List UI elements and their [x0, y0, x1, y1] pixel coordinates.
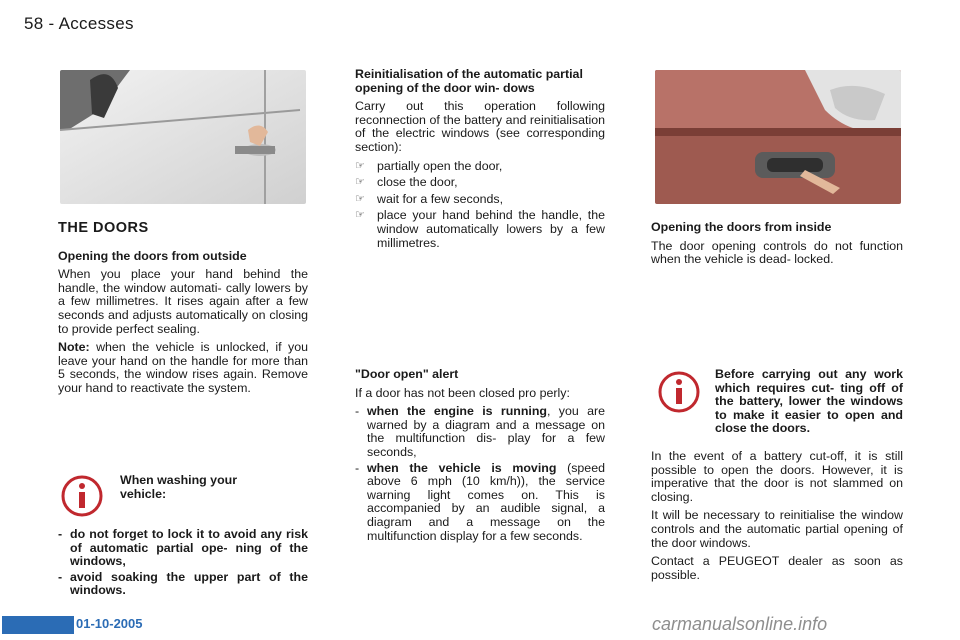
footer-date: 01-10-2005 — [76, 616, 143, 631]
reinit-step-text: place your hand behind the handle, the window automatically lowers by a few millimetres. — [377, 208, 605, 250]
alert-intro: If a door has not been closed pro perly: — [355, 385, 570, 400]
alert-item: - when the engine is running, you are warned by a diagram and a message on the multifunction dis- play for a few seconds, — [355, 404, 605, 459]
right-column — [651, 221, 903, 272]
outside-opening-text: When you place your hand behind the handle, the window automati- cally lowers by a few millimetres. It rises again after a few seconds and adjusts automatically on closing to provide perfect sealing. — [58, 267, 308, 336]
inside-opening-text: The door opening controls do not function when the vehicle is dead- locked. — [651, 238, 903, 267]
reinit-step-text: wait for a few seconds, — [377, 191, 504, 206]
doors-heading: THE DOORS — [58, 220, 149, 236]
infotec-logo — [2, 616, 74, 634]
door-open-alert — [355, 368, 605, 545]
left-column — [58, 222, 308, 401]
pointer-icon: ☞ — [355, 192, 365, 205]
washing-item: - do not forget to lock it to avoid any risk of automatic partial ope- ning of the windows, — [58, 527, 308, 569]
page-header — [24, 14, 134, 34]
washing-item-text: do not forget to lock it to avoid any risk of automatic partial ope- ning of the windows, — [70, 527, 308, 569]
alert-item-bold: when the engine is running — [367, 404, 547, 419]
alert-title: "Door open" alert — [355, 367, 459, 381]
reinit-step-text: partially open the door, — [377, 158, 503, 173]
pointer-icon: ☞ — [355, 209, 365, 222]
battery-para: Contact a PEUGEOT dealer as soon as possible. — [651, 554, 903, 582]
pointer-icon: ☞ — [355, 176, 365, 189]
battery-para: It will be necessary to reinitialise the window controls and the automatic partial opening of the door windows. — [651, 508, 903, 550]
reinit-step-text: close the door, — [377, 175, 458, 190]
pointer-icon: ☞ — [355, 159, 365, 172]
washing-item: - avoid soaking the upper part of the windows. — [58, 569, 308, 598]
middle-column — [355, 68, 605, 253]
note-text: when the vehicle is unlocked, if you leave your hand on the handle for more than 5 seconds, the window rises again. Remove your hand to reactivate the system. — [58, 340, 308, 395]
reinit-step — [355, 209, 605, 250]
reinit-step — [355, 160, 605, 174]
inside-door-handle-photo — [655, 70, 901, 204]
alert-item-text: , you are warned by a diagram and a message on the multifunction dis- play for a few seconds, — [367, 404, 605, 459]
footer-watermark: carmanualsonline.info — [652, 614, 828, 634]
note-label: Note: — [58, 340, 90, 355]
reinit-step — [355, 176, 605, 190]
reinit-text: Carry out this operation following reconnection of the battery and reinitialisation of the electric windows (see corresponding section): — [355, 99, 605, 154]
note-paragraph — [58, 341, 308, 395]
alert-item: - when the vehicle is moving (speed above 6 mph (10 km/h)), the service warning light comes on. This is accompanied by an audible signal, a diagram and a message on the multifunction display for a few seconds. — [355, 460, 605, 543]
inside-opening-subhead: Opening the doors from inside — [651, 220, 832, 234]
alert-item-bold: when the vehicle is moving — [367, 460, 557, 475]
reinit-step — [355, 193, 605, 207]
outside-opening-subhead: Opening the doors from outside — [58, 248, 247, 263]
info-icon — [60, 474, 104, 518]
alert-item-text: (speed above 6 mph (10 km/h)), the service warning light comes on. This is accompanied by an audible signal, a diagram and a message on the multifunction display for a few seconds. — [367, 460, 605, 543]
section-title: Accesses — [58, 14, 134, 33]
battery-para: In the event of a battery cut-off, it is still possible to open the doors. However, it is imperative that the door is not slammed on closing. — [651, 449, 903, 504]
battery-cutoff-text — [651, 450, 903, 587]
washing-title: When washing your vehicle: — [120, 473, 238, 501]
page-number: 58 — [24, 14, 44, 33]
washing-list — [58, 528, 308, 600]
info-icon — [657, 370, 701, 414]
outside-door-handle-photo — [60, 70, 306, 204]
battery-warning-text: Before carrying out any work which requires cut- ting off of the battery, lower the windows to make it easier to open and close the doors. — [715, 367, 903, 436]
reinit-subhead: Reinitialisation of the automatic partial opening of the door win- dows — [355, 67, 583, 95]
washing-item-text: avoid soaking the upper part of the windows. — [70, 569, 308, 598]
header-separator: - — [48, 14, 55, 33]
